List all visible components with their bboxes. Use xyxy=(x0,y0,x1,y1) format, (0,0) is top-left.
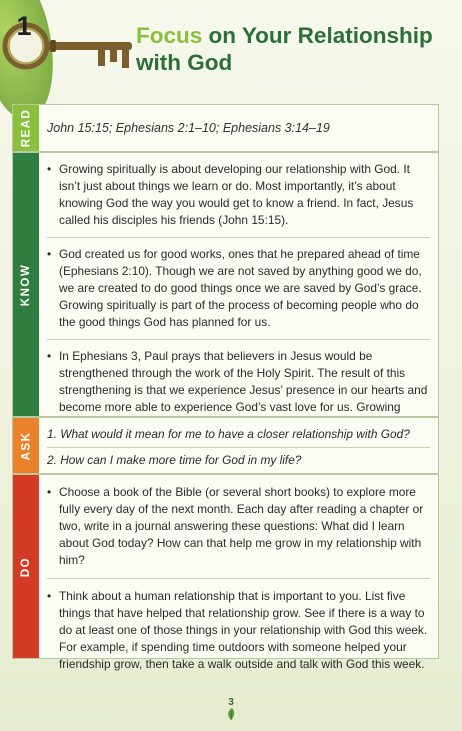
read-label: READ xyxy=(20,108,32,148)
title-accent: Focus xyxy=(136,23,203,48)
read-content xyxy=(47,105,430,151)
do-list xyxy=(47,475,430,673)
do-bullet-2: • Think about a human relationship that is important to you. List five things that have helped that relationship grow. See if there is a way to do at least one of those things in your relationship with God this week. For example, if spending time outdoors with someone helped your friendship grow, then take a walk outside and talk with God this week. xyxy=(47,588,430,673)
read-tab xyxy=(13,105,39,151)
know-bullet-1: • Growing spiritually is about developing our relationship with God. It isn’t just about things we learn or do. Most importantly, it’s about knowing God the way you would get to know a friend. In fact, Jesus called his disciples his friends (John 15:15). xyxy=(47,161,430,229)
page-number: 3 xyxy=(228,697,234,708)
know-bullet-2: • God created us for good works, ones that he prepared ahead of time (Ephesians 2:10). Though we are not saved by anything good we do, we are created to do good things once we are saved by God’s grace. Growing spiritually is part of the process of becoming people who do the good things God has planned for us. xyxy=(47,246,430,331)
title-line2: with God xyxy=(136,50,233,75)
do-section xyxy=(12,474,439,671)
know-content xyxy=(47,153,430,416)
ask-content xyxy=(47,418,430,473)
title-line1: on Your Relationship xyxy=(202,23,433,48)
do-label: DO xyxy=(20,556,32,577)
know-divider-2 xyxy=(47,339,430,340)
ask-question-1: 1. What would it mean for me to have a closer relationship with God? xyxy=(47,427,410,441)
know-section xyxy=(12,152,439,417)
ask-tab xyxy=(13,418,39,473)
lesson-number: 1 xyxy=(16,11,32,41)
do-divider-1 xyxy=(47,578,430,579)
ask-question-2: 2. How can I make more time for God in my life? xyxy=(47,447,430,469)
know-label: KNOW xyxy=(20,263,33,306)
read-section xyxy=(12,104,439,152)
do-tab xyxy=(13,475,39,658)
ask-label: ASK xyxy=(20,431,32,460)
do-bullet-1: • Choose a book of the Bible (or several short books) to explore more fully every day of the next month. Each day after reading a chapter or two, write in a journal answering these questions: What did I learn about God today? How can that help me grow in my relationship with him? xyxy=(47,484,430,569)
ask-section xyxy=(12,417,439,474)
leaf-icon xyxy=(226,707,236,721)
page-title xyxy=(136,22,446,76)
know-divider-1 xyxy=(47,237,430,238)
know-list xyxy=(47,153,430,433)
know-bullet-3: • In Ephesians 3, Paul prays that believers in Jesus would be strengthened through the work of the Holy Spirit. The result of this strengthening is that we experience Jesus’ presence in our hearts and become more able to experience God’s vast love for us. Growing xyxy=(47,348,430,433)
do-content xyxy=(47,475,430,671)
know-tab xyxy=(13,153,39,416)
read-references: John 15:15; Ephesians 2:1–10; Ephesians 3:14–19 xyxy=(47,121,330,135)
